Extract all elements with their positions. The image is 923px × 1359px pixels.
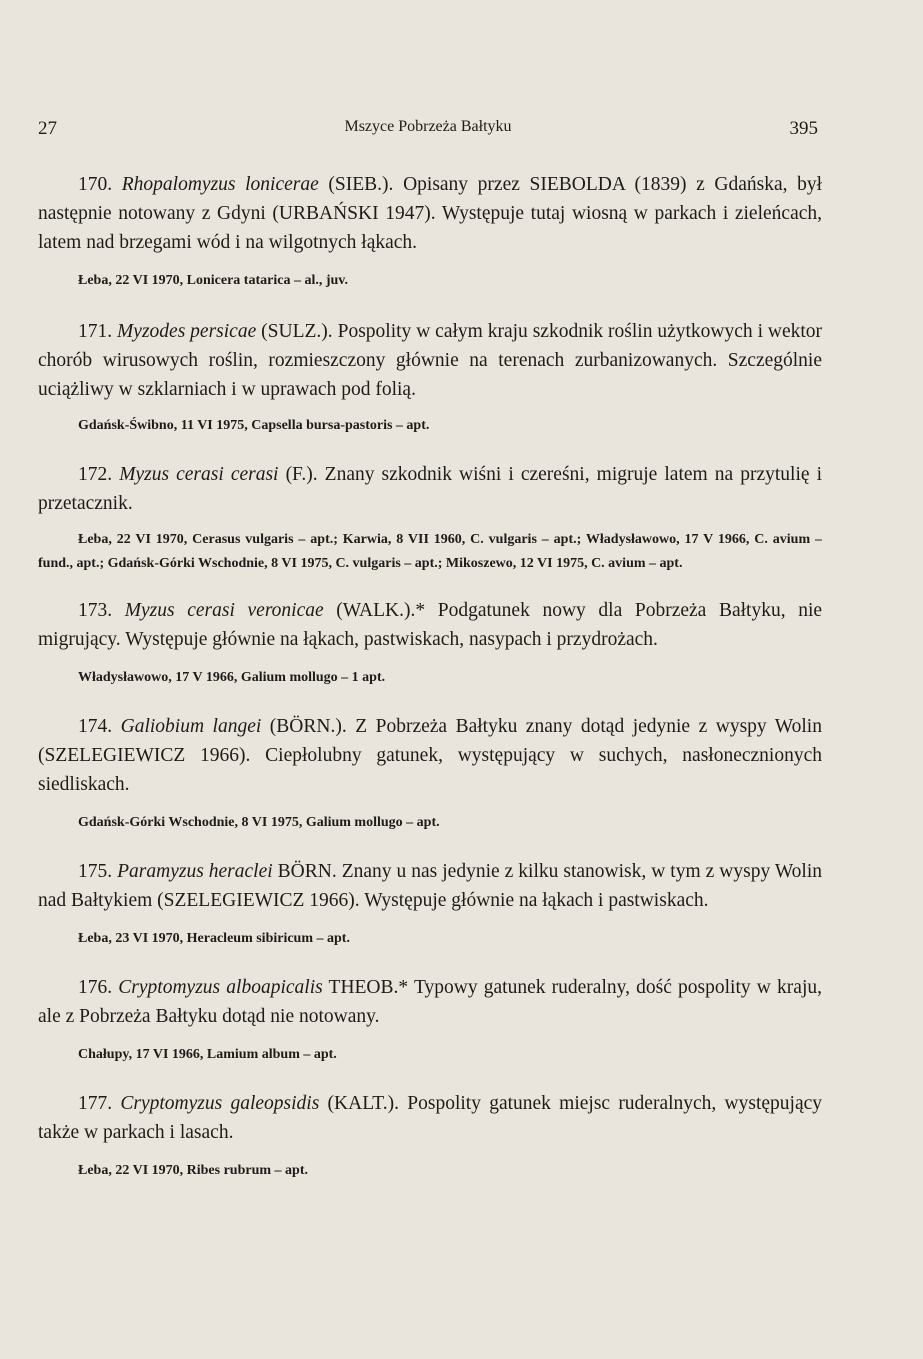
page-number-right: 395 [789,118,818,139]
running-title: Mszyce Pobrzeża Bałtyku [344,118,512,135]
entry-number: 174. [78,716,113,737]
entry-description [38,1089,822,1147]
entry-description [38,460,822,518]
taxon-author: BÖRN. [277,861,337,882]
species-entry [38,857,822,951]
taxon-name: Myzus cerasi cerasi [119,464,279,485]
entry-text: Znany szkodnik wiśni i czereśni, migruje latem na przytulię i przetacznik. [38,464,823,514]
entry-description [38,317,822,404]
entry-number: 171. [78,321,113,342]
taxon-author: (BÖRN.). [269,716,347,737]
collection-record: Chałupy, 17 VI 1966, Lamium album – apt. [78,1047,337,1062]
collection-record: Władysławowo, 17 V 1966, Galium mollugo – 1 apt. [78,670,386,685]
entry-description [38,170,822,257]
taxon-name: Cryptomyzus alboapicalis [118,977,323,998]
species-entry [38,1089,822,1183]
entry-description [38,857,822,915]
species-entry [38,596,822,690]
taxon-author: (SULZ.). [261,321,333,342]
collection-record: Gdańsk-Świbno, 11 VI 1975, Capsella bursa-pastoris – apt. [78,418,430,433]
taxon-author: THEOB.* [328,977,409,998]
collection-record: Łeba, 22 VI 1970, Cerasus vulgaris – apt.; Karwia, 8 VII 1960, C. vulgaris – apt.; Władysławowo, 17 V 1966, C. avium – fund., apt.; Gdańsk-Górki Wschodnie, 8 VI 1975, C. vulgaris – apt.; Mikoszewo, 12 VI 1975, C. avium – apt. [38,532,822,571]
entry-number: 170. [78,174,113,195]
entry-text: Typowy gatunek ruderalny, dość pospolity w kraju, ale z Pobrzeża Bałtyku dotąd nie notowany. [38,977,822,1027]
entry-number: 176. [78,977,113,998]
page-number-left: 27 [38,118,57,139]
taxon-author: (WALK.).* [336,600,426,621]
entry-text: Podgatunek nowy dla Pobrzeża Bałtyku, nie migrujący. Występuje głównie na łąkach, pastwiskach, nasypach i przydrożach. [38,600,823,650]
taxon-author: (F.). [285,464,318,485]
entry-text: Znany u nas jedynie z kilku stanowisk, w tym z wyspy Wolin nad Bałtykiem (SZELEGIEWICZ 1966). Występuje głównie na łąkach i pastwiskach. [38,861,823,911]
taxon-name: Rhopalomyzus lonicerae [121,174,319,195]
entry-number: 175. [78,861,113,882]
taxon-name: Paramyzus heraclei [117,861,273,882]
entry-text: Opisany przez SIEBOLDA (1839) z Gdańska, był następnie notowany z Gdyni (URBAŃSKI 1947). Występuje tutaj wiosną w parkach i zieleńcach, latem nad brzegami wód i na wilgotnych łąkach. [38,174,823,253]
entry-number: 177. [78,1093,113,1114]
entry-text: Pospolity gatunek miejsc ruderalnych, występujący także w parkach i lasach. [38,1093,823,1143]
taxon-name: Cryptomyzus galeopsidis [120,1093,320,1114]
species-entry [38,460,822,576]
species-entry [38,973,822,1067]
collection-record: Łeba, 22 VI 1970, Ribes rubrum – apt. [78,1163,308,1178]
species-entry [38,317,822,438]
entry-description [38,712,822,799]
species-entry [38,170,822,293]
collection-record: Łeba, 23 VI 1970, Heracleum sibiricum – apt. [78,931,350,946]
taxon-name: Myzodes persicae [117,321,257,342]
species-entry [38,712,822,835]
taxon-name: Myzus cerasi veronicae [124,600,324,621]
entry-description [38,596,822,654]
taxon-author: (SIEB.). [328,174,394,195]
entries-list [38,170,822,1183]
collection-record: Łeba, 22 VI 1970, Lonicera tatarica – al., juv. [78,273,349,288]
entry-text: Pospolity w całym kraju szkodnik roślin użytkowych i wektor chorób wirusowych roślin, rozmieszczony głównie na terenach zurbanizowanych. Szczególnie uciążliwy w szklarniach i w uprawach pod folią. [38,321,823,400]
taxon-name: Galiobium langei [120,716,262,737]
collection-record: Gdańsk-Górki Wschodnie, 8 VI 1975, Galium mollugo – apt. [78,815,440,830]
entry-number: 173. [78,600,113,621]
taxon-author: (KALT.). [327,1093,400,1114]
running-header [38,118,818,144]
entry-text: Z Pobrzeża Bałtyku znany dotąd jedynie z wyspy Wolin (SZELEGIEWICZ 1966). Ciepłolubny gatunek, występujący w suchych, nasłonecznionych siedliskach. [38,716,822,795]
entry-number: 172. [78,464,113,485]
entry-description [38,973,822,1031]
